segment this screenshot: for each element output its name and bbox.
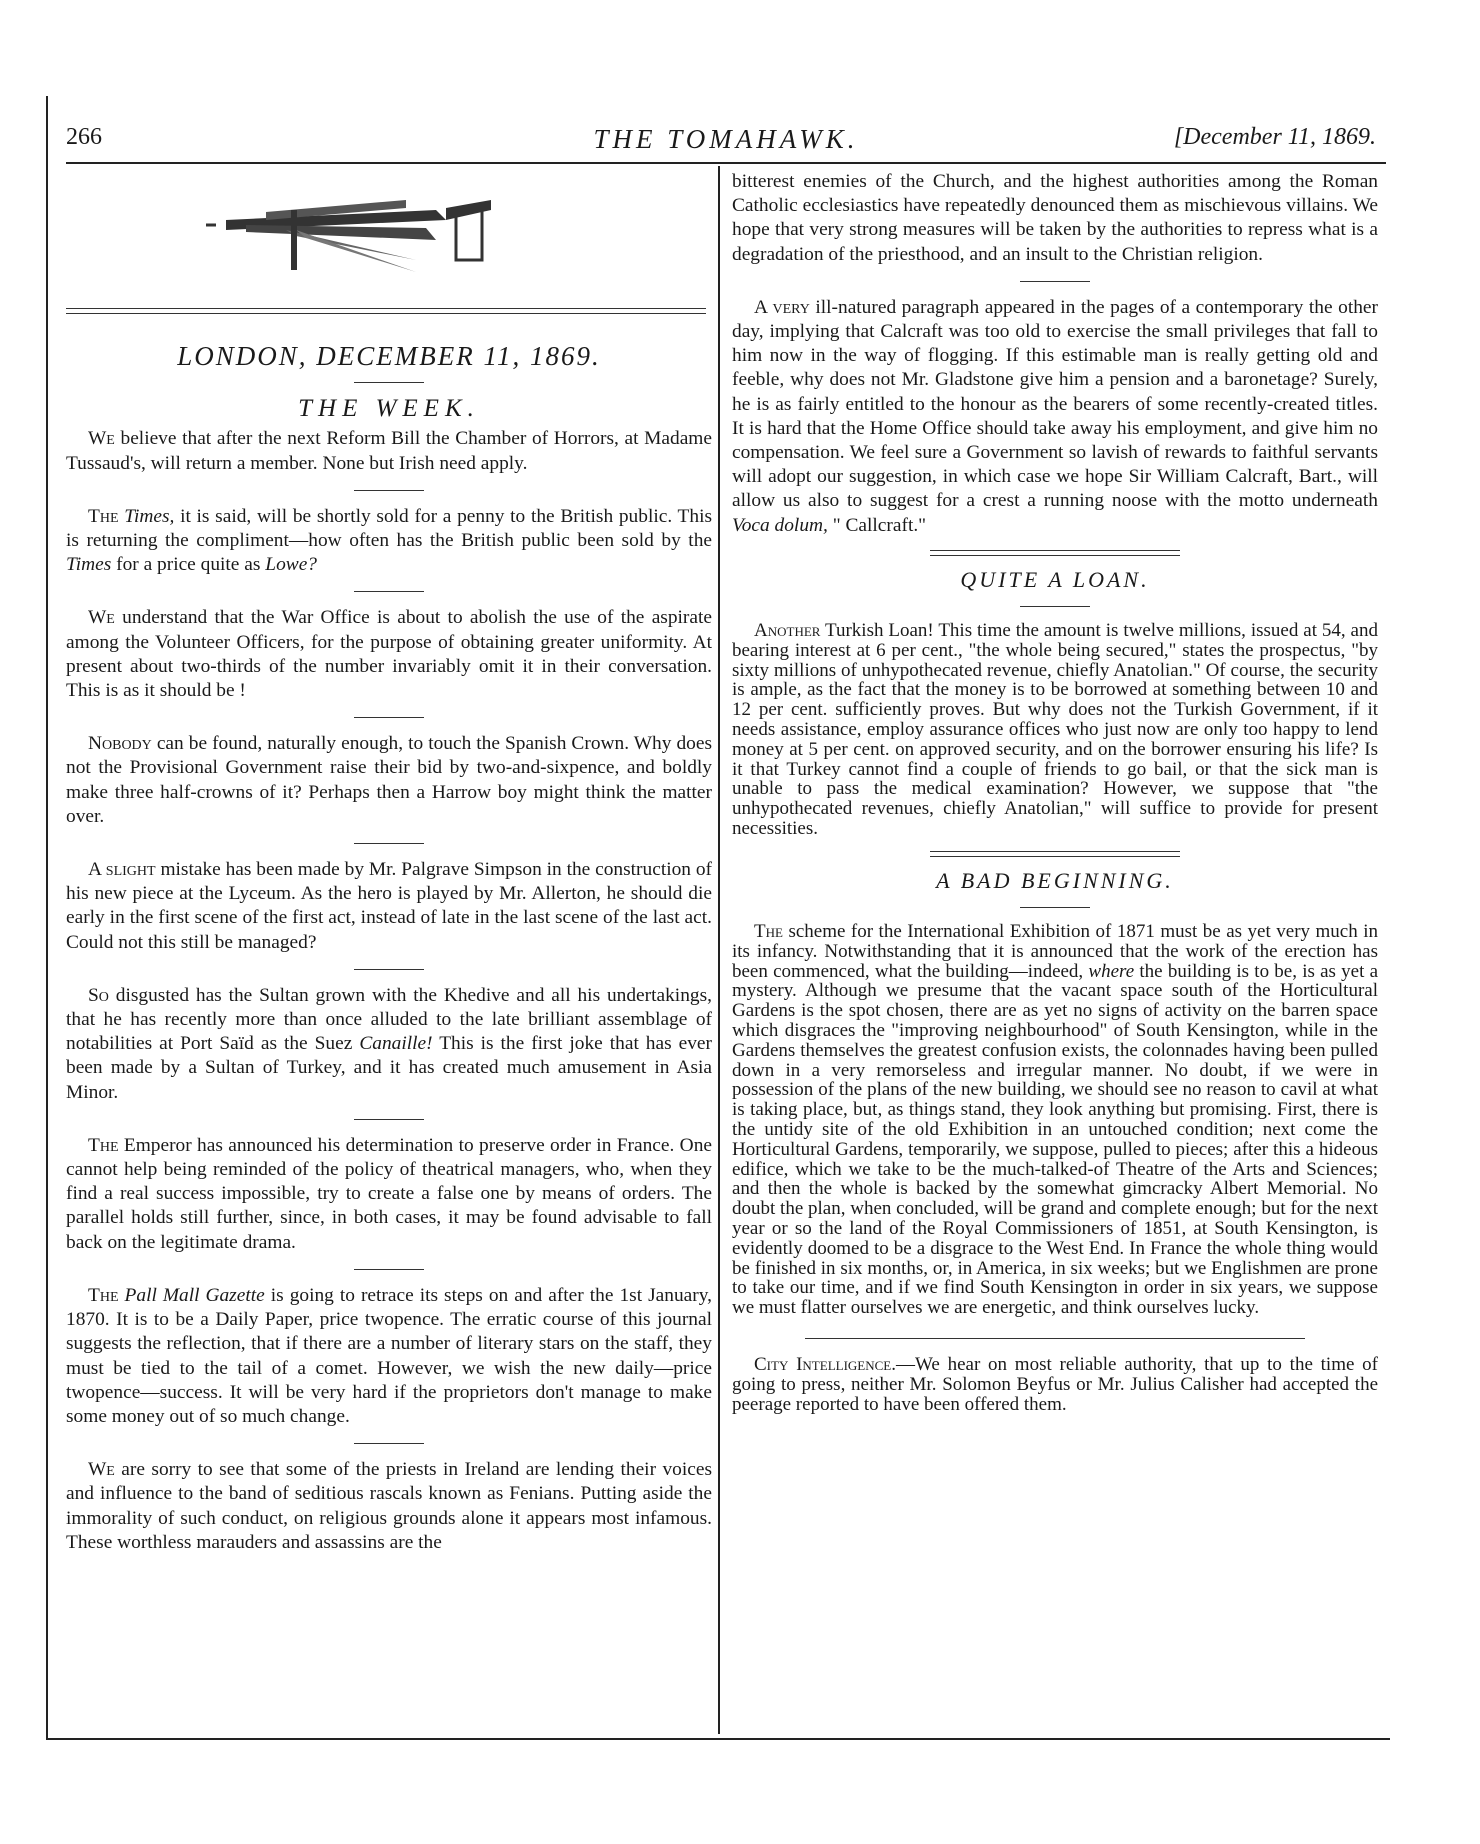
tomahawk-icon [206, 180, 536, 290]
paragraph-spanish-crown: Nobody can be found, naturally enough, to touch the Spanish Crown. Why does not the Provisional Government raise their bid by two-and-sixpence, and boldly make three half-crowns of it? Perhaps then a Harrow boy might think the matter over. [66, 733, 712, 827]
paragraph-lyceum: A slight mistake has been made by Mr. Palgrave Simpson in the construction of his new piece at the Lyceum. As the hero is played by Mr. Allerton, he should die early in the first scene of the first act, instead of late in the last scene of the last act. Could not this still be managed? [66, 859, 712, 953]
paragraph-fenians: We are sorry to see that some of the priests in Ireland are lending their voices and influence to the band of seditious rascals known as Fenians. Putting aside the immorality of such conduct, on religious grounds alone it appears most infamous. These worthless marauders and assassins are the [66, 1459, 712, 1553]
paragraph-sultan: So disgusted has the Sultan grown with the Khedive and all his undertakings, that he has recently more than once alluded to the late brilliant assemblage of notabilities at Port Saïd as the Suez Canaille! This is the first joke that has ever been made by a Sultan of Turkey, and it has created much amusement in Asia Minor. [66, 984, 712, 1103]
paragraph-reform: We believe that after the next Reform Bill the Chamber of Horrors, at Madame Tussaud's, will return a member. None but Irish need apply. [66, 428, 712, 474]
section-title-loan: QUITE A LOAN. [960, 566, 1150, 592]
section-title-bad-beginning: A BAD BEGINNING. [936, 867, 1174, 893]
paragraph-emperor: The Emperor has announced his determination to preserve order in France. One cannot help being reminded of the policy of theatrical managers, who, when they find a real success impossible, try to create a false one by means of orders. The parallel holds still further, since, in both cases, it may be found advisable to fall back on the legitimate drama. [66, 1134, 712, 1253]
column-divider [718, 166, 720, 1734]
divider [354, 1119, 424, 1120]
divider [1020, 907, 1090, 908]
right-column [732, 170, 1378, 1414]
paragraph-times: The Times, it is said, will be shortly sold for a penny to the British public. This is returning the compliment—how often has the British public been sold by the Times for a price quite as Lowe? [66, 505, 713, 576]
masthead: THE TOMAHAWK. [593, 124, 859, 154]
left-column [66, 170, 712, 1555]
paragraph-war-office: We understand that the War Office is about to abolish the use of the aspirate among the Volunteer Officers, for the purpose of obtaining greater uniformity. At present about two-thirds of the number invariably omit it in their conversation. This is as it should be ! [66, 607, 712, 702]
header-rule [66, 162, 1386, 164]
divider [354, 1269, 424, 1270]
divider [354, 591, 424, 592]
divider [354, 843, 424, 844]
section-rule [930, 851, 1180, 857]
divider [1020, 606, 1090, 607]
paragraph-pall-mall: The Pall Mall Gazette is going to retrace its steps on and after the 1st January, 1870. It is to be a Daily Paper, price twopence. The erratic course of this journal suggests the reflection, that if there are a number of literary stars on the staff, they must be tied to the tail of a comet. However, we wish the new daily—price twopence—success. It will be very hard if the proprietors don't manage to make some money out of so much change. [66, 1284, 712, 1427]
section-rule [805, 1338, 1305, 1339]
divider [354, 1443, 424, 1444]
divider [354, 717, 424, 718]
paragraph-loan: Another Turkish Loan! This time the amount is twelve millions, issued at 54, and bearing interest at 6 per cent., "the whole being secured," states the prospectus, "by sixty millions of unhypothecated revenue, chiefly Anatolian." Of course, the security is ample, as the fact that the money is to be borrowed at something between 10 and 12 per cent. sufficiently proves. But why does not the Turkish Government, if it needs assistance, employ assurance offices who just now are only too happy to lend money at 5 per cent. on approved security, and on the borrower ensuring his life? Is it that Turkey cannot find a couple of friends to go bail, or that the sick man is unable to pass the medical examination? However, we suppose that "the unhypothecated revenues, chiefly Anatolian," will suffice to provide for present necessities. [732, 620, 1378, 840]
divider [354, 969, 424, 970]
section-rule [930, 550, 1180, 556]
week-title: THE WEEK. [298, 395, 480, 423]
divider [354, 382, 424, 383]
page-header [66, 124, 1386, 160]
page-number: 266 [66, 124, 102, 150]
logo-rule [66, 308, 706, 314]
paragraph-calcraft: A very ill-natured paragraph appeared in the pages of a contemporary the other day, implying that Calcraft was too old to exercise the small privileges that fall to him now in the way of flogging. If this estimable man is really getting old and feeble, why does not Mr. Gladstone give him a pension and a baronetage? Surely, he is as fairly entitled to the honour as the bearers of some recently-created titles. It is hard that the Home Office should take away his employment, and give him no compensation. We feel sure a Government so lavish of rewards to faithful servants will adopt our suggestion, in which case we hope Sir William Calcraft, Bart., will allow us also to suggest for a crest a running noose with the motto underneath Voca dolum, " Callcraft." [732, 296, 1378, 536]
paragraph-continued: bitterest enemies of the Church, and the highest authorities among the Roman Catholic ecclesiastics have repeatedly denounced them as mischievous villains. We hope that very strong measures will be taken by the authorities to repress what is a degradation of the priesthood, and an insult to the Christian religion. [732, 171, 1378, 265]
paragraph-city-intelligence: City Intelligence.—We hear on most reliable authority, that up to the time of going to press, neither Mr. Solomon Beyfus or Mr. Julius Calisher had accepted the peerage reported to have been offered them. [732, 1353, 1378, 1415]
dateline: LONDON, DECEMBER 11, 1869. [177, 341, 601, 371]
issue-date: [December 11, 1869. [1173, 124, 1376, 150]
divider [1020, 281, 1090, 282]
paragraph-bad-beginning: The scheme for the International Exhibition of 1871 must be as yet very much in its infancy. Notwithstanding that it is announced that the work of the erection has been commenced, what the building—indeed, where the building is to be, is as yet a mystery. Although we presume that the vacant space south of the Horticultural Gardens is the spot chosen, there are as yet no signs of activity on the barren space which disgraces the "improving neighbourhood" of South Kensington, while in the Gardens themselves the greatest confusion exists, the colonnades having been pulled down in a very remorseless and irregular manner. No doubt, if we were in possession of the plans of the new building, we should see no reason to cavil at what is taking place, but, as things stand, they look anything but promising. First, there is the untidy site of the old Exhibition in an untouched condition; next come the Horticultural Gardens, temporarily, we suppose, pulled to pieces; after this a hideous edifice, which we take to be the much-talked-of Theatre of the Arts and Sciences; and then the whole is backed by the somewhat gimcracky Albert Memorial. No doubt the plan, when concluded, will be grand and complete enough; but for the next year or so the land of the Royal Commissioners of 1851, at South Kensington, is evidently doomed to be a disgrace to the West End. In France the whole thing would be finished in six months, or, in America, in six weeks; but we Englishmen are prone to take our time, and if we find South Kensington in order in six years, we suppose we must flatter ourselves we are energetic, and think ourselves lucky. [732, 921, 1379, 1319]
divider [354, 490, 424, 491]
tomahawk-logo [66, 170, 712, 298]
